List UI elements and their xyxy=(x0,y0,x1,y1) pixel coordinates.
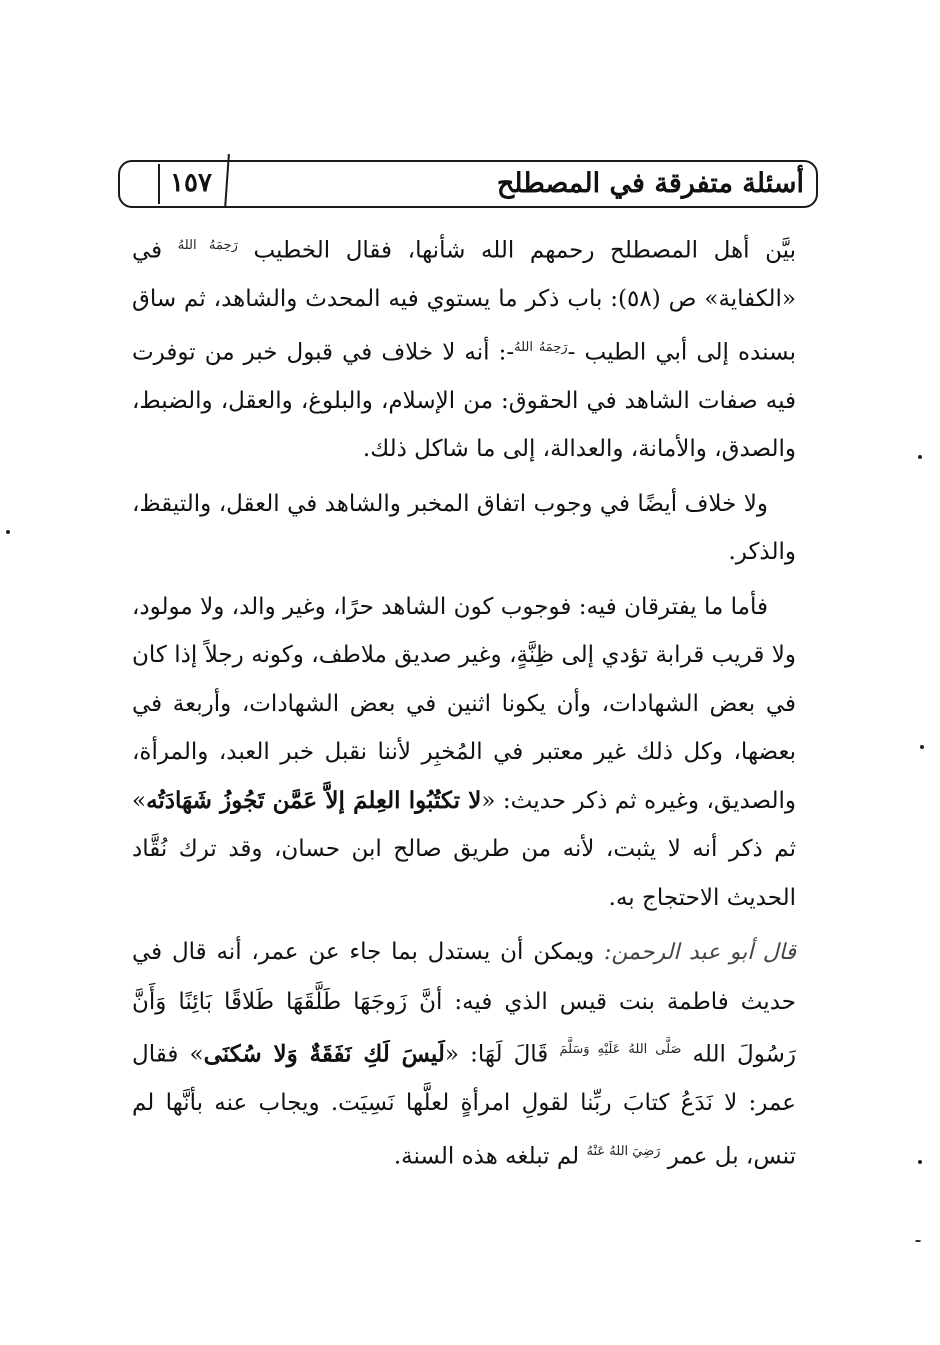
page-number: ١٥٧ xyxy=(170,168,212,198)
honorific: صَلَّى اللهُ عَلَيْهِ وَسَلَّمَ xyxy=(559,1042,682,1058)
text-run: » ثم ذكر أنه لا يثبت، لأنه من طريق صالح ابن حسان، وقد ترك نُقَّاد الحديث الاحتجاج به. xyxy=(132,787,796,911)
text-run: لم تبلغه هذه السنة. xyxy=(393,1143,587,1170)
paragraph xyxy=(132,583,796,923)
body-text xyxy=(132,222,796,1187)
text-run: ويمكن أن يستدل بما جاء عن عمر، أنه قال في حديث فاطمة بنت قيس الذي فيه: أنَّ زَوجَهَا طَلَّقَهَا طَلاقًا بَائِنًا وَأَنَّ رَسُولَ الله xyxy=(132,939,797,1068)
scan-mark xyxy=(918,1160,922,1164)
text-run: قَالَ لَهَا: « xyxy=(444,1041,560,1068)
text-run: ولا خلاف أيضًا في وجوب اتفاق المخبر والشاهد في العقل، والتيقظ، والذكر. xyxy=(132,490,796,566)
author-calligraphy: قال أبو عبد الرحمن: xyxy=(604,940,796,966)
paragraph xyxy=(132,222,796,474)
scan-mark xyxy=(6,530,10,534)
paragraph xyxy=(132,480,796,577)
scan-mark xyxy=(918,455,922,459)
honorific: رَحِمَهُ اللهُ xyxy=(514,339,568,355)
scan-mark xyxy=(920,745,924,749)
honorific: رَضِيَ اللهُ عَنْهُ xyxy=(586,1143,661,1159)
quoted-hadith: لَيسَ لَكِ نَفَقَةٌ وَلا سُكنَى xyxy=(203,1040,445,1068)
paragraph xyxy=(132,928,796,1181)
text-run: فأما ما يفترقان فيه: فوجوب كون الشاهد حرًا، وغير والد، ولا مولود، ولا قريب قرابة تؤدي إلى ظِنَّةٍ، وغير صديق ملاطف، وكونه رجلاً إذا كان في بعض الشهادات، وأن يكونا اثنين في بعض الشهادات، وأربعة في بعضها، وكل ذلك غير معتبر في المُخبِر لأننا نقبل خبر العبد، والمرأة، والصديق، وغيره ثم ذكر حديث: « xyxy=(132,593,796,814)
chapter-title: أسئلة متفرقة في المصطلح xyxy=(496,168,804,199)
quoted-hadith: لا تكتُبُوا العِلمَ إلاَّ عَمَّن تَجُوزُ شَهَادَتُه xyxy=(146,786,482,814)
text-run: » فقال عمر: لا نَدَعُ كتابَ ربِّنا لقولِ امرأةٍ لعلَّها نَسِيَت. ويجاب عنه بأنَّها لم تنس، بل عمر xyxy=(132,1041,796,1170)
text-run: في «الكفاية» ص (٥٨): باب ذكر ما يستوي فيه المحدث والشاهد، ثم ساق بسنده إلى أبي الطيب - xyxy=(132,237,796,366)
text-run: -: أنه لا خلاف في قبول خبر من توفرت فيه صفات الشاهد في الحقوق: من الإسلام، والبلوغ، والعقل، والضبط، والصدق، والأمانة، والعدالة، إلى ما شاكل ذلك. xyxy=(132,339,796,463)
scan-mark xyxy=(915,1240,921,1242)
text-run: بيَّن أهل المصطلح رحمهم الله شأنها، فقال الخطيب xyxy=(237,237,797,264)
honorific: رَحِمَهُ اللهُ xyxy=(177,238,238,253)
page-header xyxy=(118,160,818,208)
